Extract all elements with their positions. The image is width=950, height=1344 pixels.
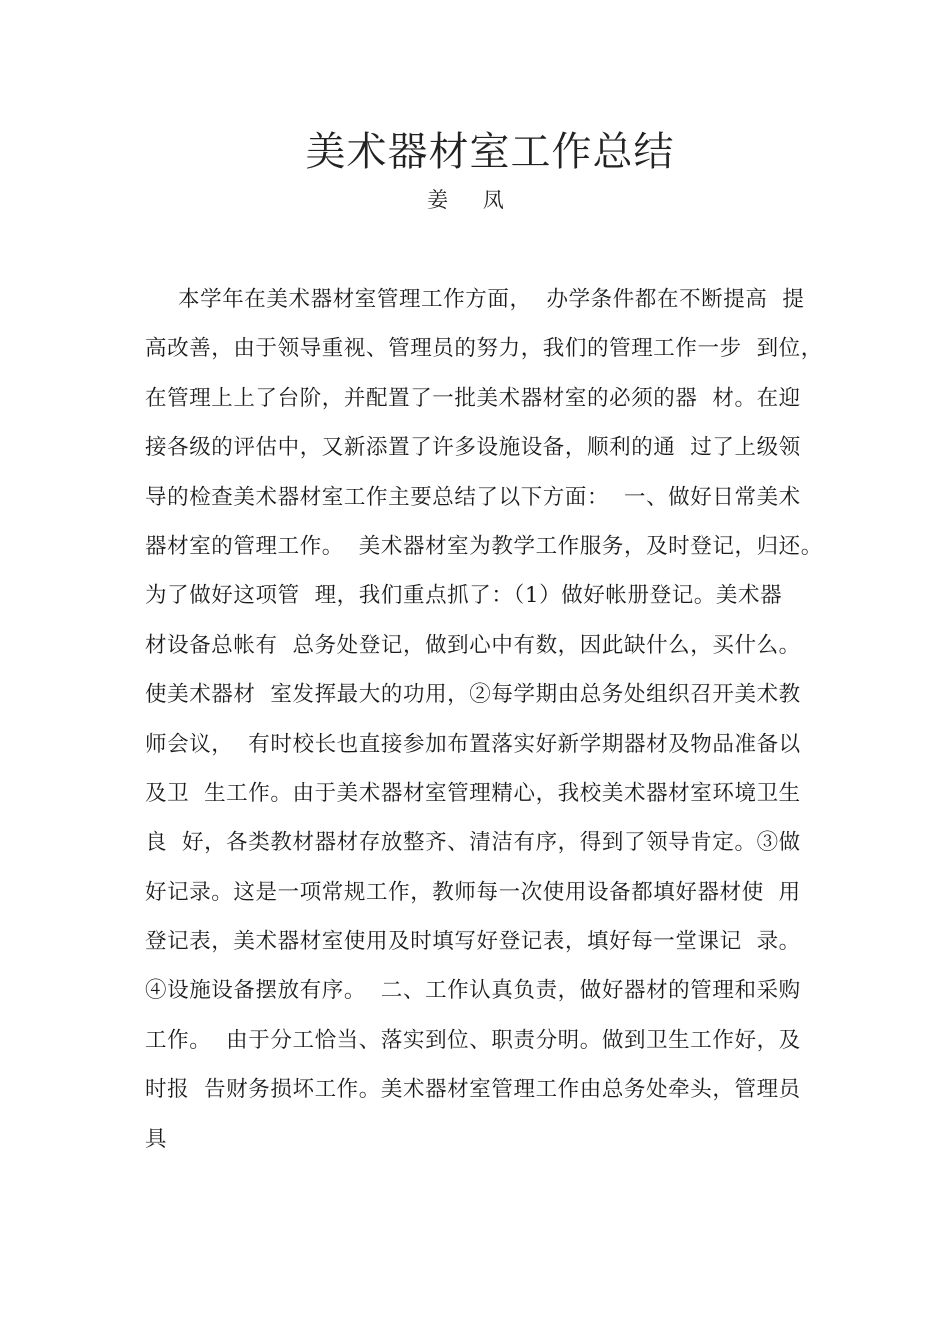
document-author: 姜 凤 — [427, 188, 518, 212]
body-line: 本学年在美术器材室管理工作方面， 办学条件都在不断提高 提 — [178, 287, 805, 312]
document-body — [145, 282, 825, 1171]
body-line: 高改善，由于领导重视、管理员的努力，我们的管理工作一步 到位， — [145, 336, 823, 362]
body-line: 工作。 由于分工恰当、落实到位、职责分明。做到卫生工作好，及 — [145, 1027, 801, 1053]
body-line: 登记表，美术器材室使用及时填写好登记表，填好每一堂课记 录。 — [145, 929, 801, 955]
body-line: 为了做好这项管 理，我们重点抓了：（1）做好帐册登记。美术器 — [145, 583, 783, 609]
body-line: 好记录。这是一项常规工作，教师每一次使用设备都填好器材使 用 — [145, 879, 801, 905]
body-line: 时报 告财务损坏工作。美术器材室管理工作由总务处牵头，管理员 — [145, 1077, 801, 1103]
body-line: 接各级的评估中，又新添置了许多设施设备，顺利的通 过了上级领 — [145, 435, 801, 461]
body-line: 及卫 生工作。由于美术器材室管理精心，我校美术器材室环境卫生 — [145, 780, 801, 806]
body-line: 器材室的管理工作。 美术器材室为教学工作服务，及时登记，归还。 — [145, 533, 823, 559]
body-line: 材设备总帐有 总务处登记，做到心中有数，因此缺什么，买什么。 — [145, 632, 801, 658]
body-line: 良 好，各类教材器材存放整齐、清洁有序，得到了领导肯定。③做 — [145, 830, 801, 856]
body-line: 在管理上上了台阶，并配置了一批美术器材室的必须的器 材。在迎 — [145, 385, 801, 411]
body-line: 使美术器材 室发挥最大的功用，②每学期由总务处组织召开美术教 — [145, 682, 801, 708]
body-line: ④设施设备摆放有序。 二、工作认真负责，做好器材的管理和采购 — [145, 978, 801, 1004]
body-line: 师会议， 有时校长也直接参加布置落实好新学期器材及物品准备以 — [145, 731, 801, 757]
body-line: 导的检查美术器材室工作主要总结了以下方面： 一、做好日常美术 — [145, 484, 801, 510]
document-title: 美术器材室工作总结 — [305, 129, 675, 175]
body-line: 具 — [145, 1126, 168, 1152]
